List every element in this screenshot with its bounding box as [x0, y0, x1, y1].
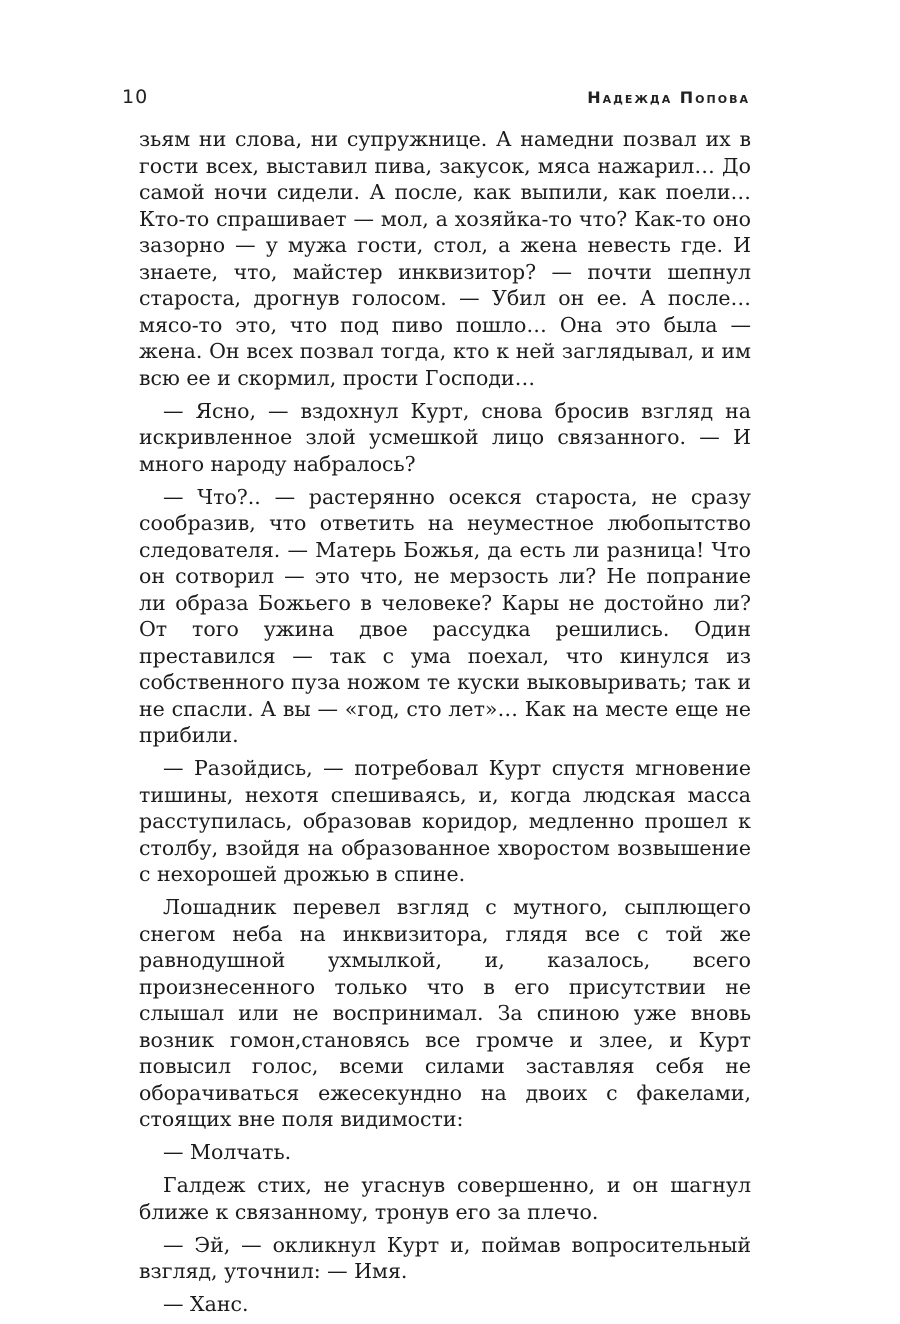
paragraph: — Ханс. [163, 1292, 249, 1316]
paragraph: Лошадник перевел взгляд с мутного, сыплющего снегом неба на инквизитора, глядя все с той же равнодушной ухмылкой, и, казалось, всего произнесенного только что в его присутствии не слышал или не воспринимал. За спиною уже вновь возник гомон,становясь все громче и злее, и Курт повысил голос, всеми силами заставляя себя не оборачиваться ежесекундно на двоих с факелами, стоящих вне поля видимости: [139, 895, 751, 1131]
paragraph: — Ясно, — вздохнул Курт, снова бросив взгляд на искривленное злой усмешкой лицо связанного. — И много народу набралось? [139, 398, 751, 476]
paragraph: — Молчать. [163, 1140, 292, 1164]
paragraph: — Разойдись, — потребовал Курт спустя мгновение тишины, нехотя спешиваясь, и, когда людская масса расступилась, образовав коридор, медленно прошел к столбу, взойдя на образованное хворостом возвышение с нехорошей дрожью в спине. [139, 756, 751, 886]
paragraph: Галдеж стих, не угаснув совершенно, и он шагнул ближе к связанному, тронув его за плечо. [139, 1173, 751, 1224]
page-header [122, 84, 750, 110]
running-head-author: Надежда Попова [587, 87, 750, 107]
paragraph: — Эй, — окликнул Курт и, поймав вопросительный взгляд, уточнил: — Имя. [139, 1232, 751, 1283]
page-number: 10 [122, 86, 149, 108]
paragraph: зьям ни слова, ни супружнице. А намедни позвал их в гости всех, выставил пива, закусок, мяса нажарил… До самой ночи сидели. А после, как выпили, как поели… Кто-то спрашивает — мол, а хозяйка-то что? Как-то оно зазорно — у мужа гости, стол, а жена невесть где. И знаете, что, майстер инквизитор? — почти шепнул староста, дрогнув голосом. — Убил он ее. А после… мясо-то это, что под пиво пошло… Она это была — жена. Он всех позвал тогда, кто к ней заглядывал, и им всю ее и скормил, прости Господи… [139, 127, 751, 390]
paragraph: — Что?.. — растерянно осекся староста, не сразу сообразив, что ответить на неуместное любопытство следователя. — Матерь Божья, да есть ли разница! Что он сотворил — это что, не мерзость ли? Не попрание ли образа Божьего в человеке? Кары не достойно ли? От того ужина двое рассудка решились. Один преставился — так с ума поехал, что кинулся из собственного пуза ножом те куски выковыривать; так и не спасли. А вы — «год, сто лет»… Как на месте еще не прибили. [139, 484, 751, 747]
text-body [139, 126, 751, 1324]
